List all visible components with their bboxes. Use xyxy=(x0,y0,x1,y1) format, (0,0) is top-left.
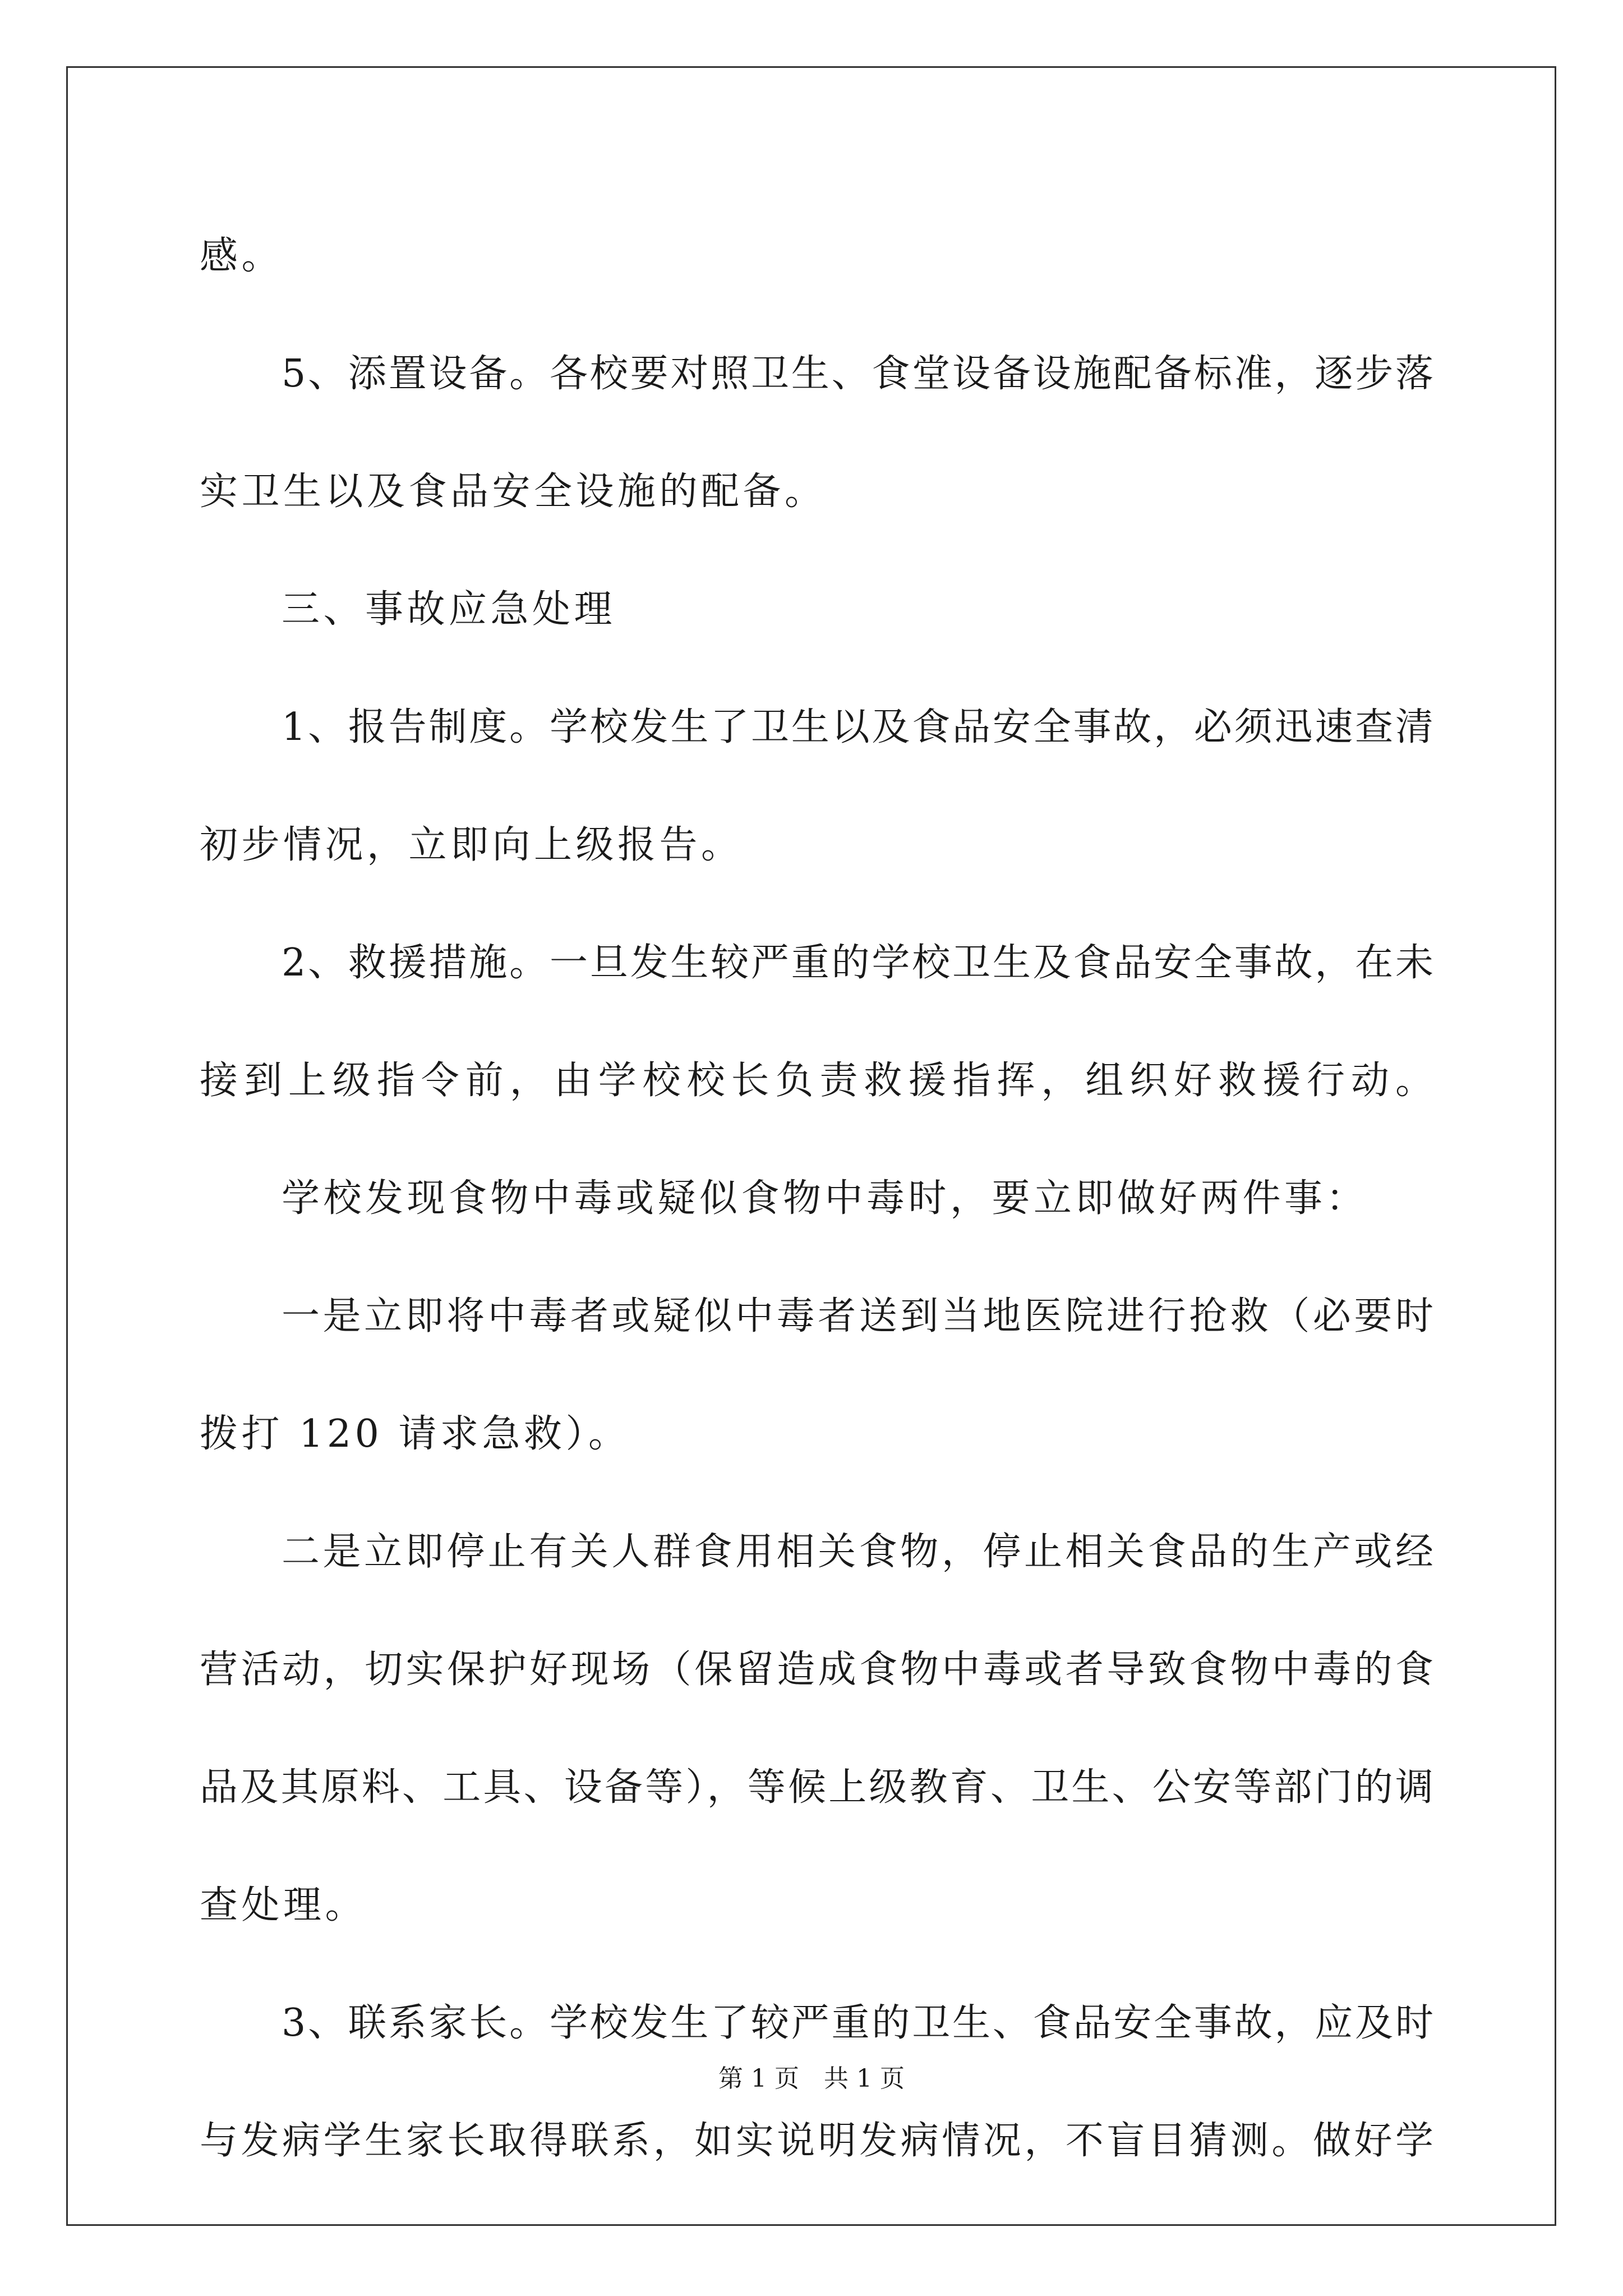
text-line: 营活动，切实保护好现场（保留造成食物中毒或者导致食物中毒的食 xyxy=(200,1648,1433,1692)
text-line: 查处理。 xyxy=(200,1883,367,1927)
page-footer xyxy=(0,2062,1623,2096)
text-line: 2、救援措施。一旦发生较严重的学校卫生及食品安全事故，在未 xyxy=(282,941,1433,985)
text-line: 拨打 120 请求急救）。 xyxy=(200,1412,630,1456)
text-line: 实卫生以及食品安全设施的配备。 xyxy=(200,470,827,514)
text-line: 学校发现食物中毒或疑似食物中毒时，要立即做好两件事： xyxy=(282,1176,1368,1221)
text-line: 感。 xyxy=(200,234,284,278)
page-number-total: 共 1 页 xyxy=(824,2064,905,2093)
text-line: 初步情况，立即向上级报告。 xyxy=(200,823,743,867)
section-heading: 三、事故应急处理 xyxy=(282,587,616,632)
text-line: 5、添置设备。各校要对照卫生、食堂设备设施配备标准，逐步落 xyxy=(282,352,1433,396)
text-line: 3、联系家长。学校发生了较严重的卫生、食品安全事故，应及时 xyxy=(282,2001,1433,2045)
document-body xyxy=(200,197,1433,2200)
text-line: 与发病学生家长取得联系，如实说明发病情况，不盲目猜测。做好学 xyxy=(200,2119,1433,2163)
text-line: 一是立即将中毒者或疑似中毒者送到当地医院进行抢救（必要时 xyxy=(282,1294,1433,1338)
page-number-current: 第 1 页 xyxy=(718,2064,799,2093)
text-line: 二是立即停止有关人群食用相关食物，停止相关食品的生产或经 xyxy=(282,1530,1433,1574)
text-line: 1、报告制度。学校发生了卫生以及食品安全事故，必须迅速查清 xyxy=(282,705,1433,749)
text-line: 接到上级指令前，由学校校长负责救援指挥，组织好救援行动。 xyxy=(200,1059,1433,1103)
text-line: 品及其原料、工具、设备等），等候上级教育、卫生、公安等部门的调 xyxy=(200,1765,1433,1810)
